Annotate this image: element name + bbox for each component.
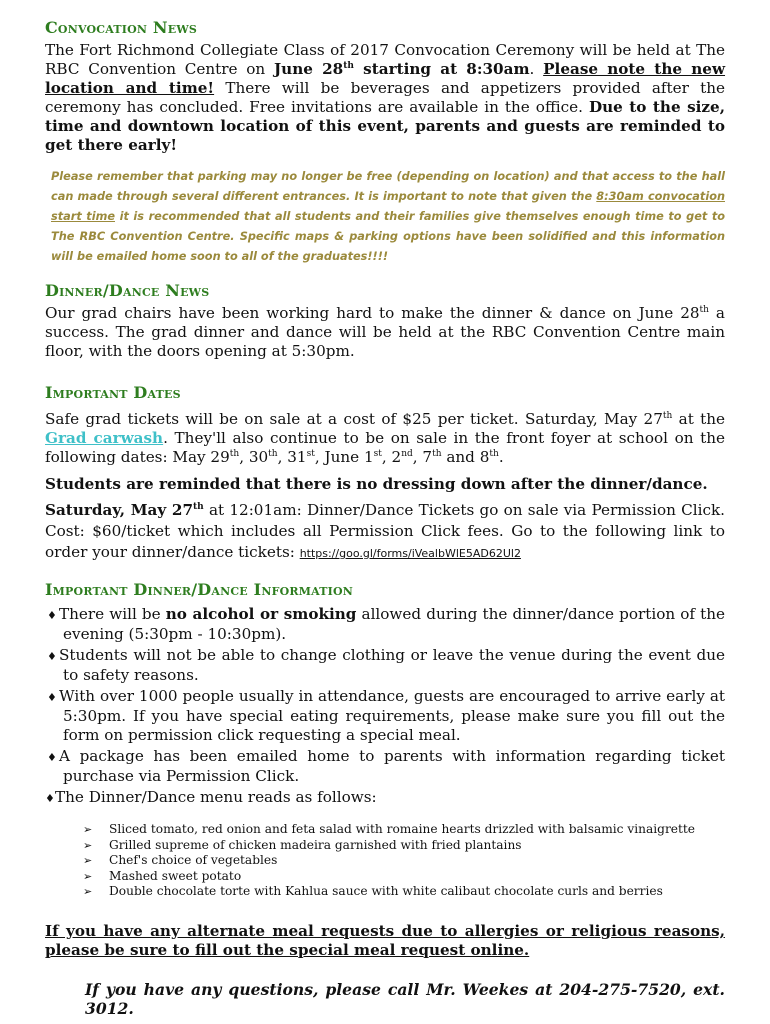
arrive-early-notice: Due to the size, time and downtown location of this event, parents and guests are reminded to get there early! bbox=[45, 98, 726, 154]
convocation-paragraph: The Fort Richmond Collegiate Class of 2017 Convocation Ceremony will be held at The RBC Convention Centre on June 28th starting at 8:30am. Please note the new location and time! There will be beverages and appetizers provided after the ceremony has concluded. Free invitations are available in the office. Due to the size, time and downtown location of this event, parents and guests are reminded to get there early! bbox=[45, 41, 726, 154]
convocation-heading: Convocation News bbox=[45, 18, 198, 37]
dinner-dance-paragraph: Our grad chairs have been working hard to make the dinner & dance on June 28th a success. The grad dinner and dance will be held at the RBC Convention Centre main floor, with the doors opening at 5:30pm. bbox=[45, 304, 725, 360]
grad-carwash-link[interactable]: Grad carwash bbox=[45, 429, 164, 447]
ticket-order-link[interactable]: https://goo.gl/forms/iVealbWlE5AD62Ul2 bbox=[299, 547, 521, 560]
no-dressing-down-reminder: Students are reminded that there is no dressing down after the dinner/dance. bbox=[45, 475, 708, 493]
list-item: ♦ With over 1000 people usually in attendance, guests are encouraged to arrive early at 5:30pm. If you have special eating requirements, please make sure you fill out the form on permission click requesting a special meal. bbox=[47, 687, 725, 744]
diamond-bullet-icon: ♦ bbox=[45, 792, 55, 805]
menu-item: ➢ Mashed sweet potato bbox=[83, 869, 725, 885]
new-location-notice: Please note the new location and time! bbox=[45, 60, 726, 97]
diamond-bullet-icon: ♦ bbox=[47, 650, 57, 663]
dinner-dance-heading: Dinner/Dance News bbox=[45, 281, 210, 300]
special-meal-warning: If you have any alternate meal requests due to allergies or religious reasons, please be sure to fill out the special meal request online. bbox=[45, 921, 725, 959]
list-item: ♦ A package has been emailed home to parents with information regarding ticket purchase via Permission Click. bbox=[47, 747, 725, 785]
info-bullet-list bbox=[45, 605, 725, 808]
menu-list bbox=[83, 822, 725, 900]
menu-item: ➢ Grilled supreme of chicken madeira garnished with fried plantains bbox=[83, 838, 725, 854]
list-item: ♦ Students will not be able to change clothing or leave the venue during the event due to safety reasons. bbox=[47, 646, 725, 684]
list-item: ♦ There will be no alcohol or smoking allowed during the dinner/dance portion of the evening (5:30pm - 10:30pm). bbox=[47, 605, 725, 643]
diamond-bullet-icon: ♦ bbox=[47, 691, 57, 704]
diamond-bullet-icon: ♦ bbox=[47, 751, 57, 764]
ticket-sale-paragraph: Saturday, May 27th at 12:01am: Dinner/Dance Tickets go on sale via Permission Click. Cost: $60/ticket which includes all Permission Click fees. Go to the following link to order your dinner/dance tickets: https://goo.gl/forms/iVealbWlE5AD62Ul2 bbox=[45, 501, 725, 561]
parking-note: Please remember that parking may no longer be free (depending on location) and that access to the hall can made through several different entrances. It is important to note that given the 8:30am convocation start time it is recommended that all students and their families give themselves enough time to get to The RBC Convention Centre. Specific maps & parking options have been solidified and this information will be emailed home soon to all of the graduates!!!! bbox=[51, 170, 725, 263]
start-time-note: 8:30am convocation start time bbox=[51, 190, 725, 223]
menu-item: ➢ Chef's choice of vegetables bbox=[83, 853, 725, 869]
diamond-bullet-icon: ♦ bbox=[47, 609, 57, 622]
contact-closing: If you have any questions, please call Mr. Weekes at 204-275-7520, ext. 3012. bbox=[85, 979, 725, 1018]
safe-grad-paragraph: Safe grad tickets will be on sale at a cost of $25 per ticket. Saturday, May 27th at the Grad carwash. They'll also continue to be on sale in the front foyer at school on the following dates: May 29th, 30th, 31st, June 1st, 2nd, 7th and 8th. bbox=[45, 410, 725, 466]
newsletter-page bbox=[45, 18, 725, 1018]
menu-item: ➢ Double chocolate torte with Kahlua sauce with white calibaut chocolate curls and berries bbox=[83, 884, 725, 900]
dinner-dance-info-heading: Important Dinner/Dance Information bbox=[45, 580, 354, 599]
important-dates-heading: Important Dates bbox=[45, 383, 181, 402]
list-item: ♦The Dinner/Dance menu reads as follows: bbox=[45, 788, 377, 806]
menu-item: ➢ Sliced tomato, red onion and feta salad with romaine hearts drizzled with balsamic vinaigrette bbox=[83, 822, 725, 838]
